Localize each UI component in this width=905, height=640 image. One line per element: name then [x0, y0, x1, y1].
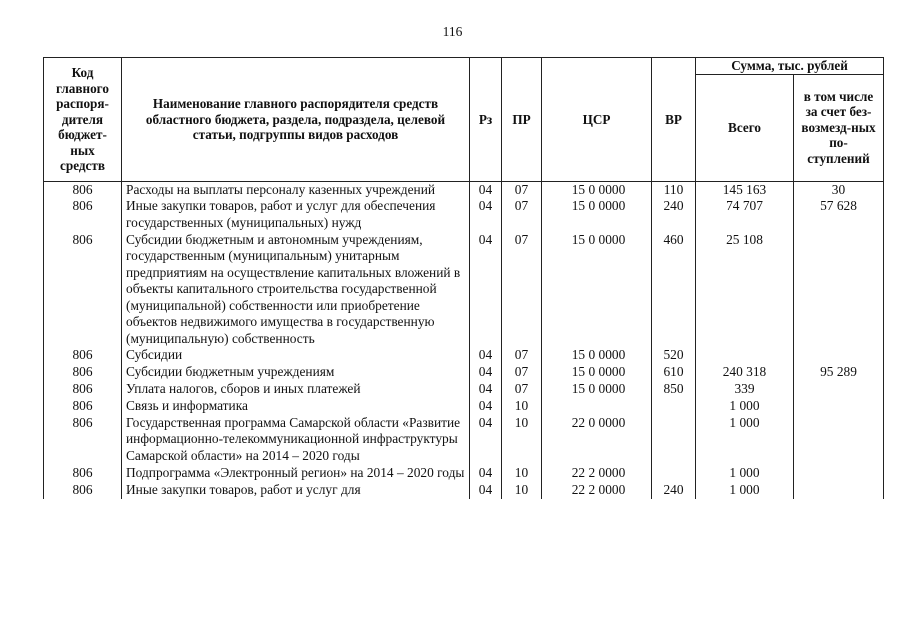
- cell-code: 806: [44, 198, 122, 232]
- table-row: [44, 398, 884, 415]
- cell-vr: 850: [652, 381, 696, 398]
- cell-vr: 610: [652, 364, 696, 381]
- cell-incl: [794, 347, 884, 364]
- cell-vr: 460: [652, 232, 696, 348]
- header-name: Наименование главного распорядителя средств областного бюджета, раздела, подраздела, целевой статьи, подгруппы видов расходов: [122, 58, 470, 182]
- cell-csr: [542, 398, 652, 415]
- cell-name: Расходы на выплаты персоналу казенных учреждений: [122, 181, 470, 198]
- cell-code: 806: [44, 482, 122, 499]
- cell-code: 806: [44, 381, 122, 398]
- cell-incl: [794, 398, 884, 415]
- cell-vr: 240: [652, 482, 696, 499]
- cell-pr: 07: [502, 232, 542, 348]
- cell-total: 25 108: [696, 232, 794, 348]
- cell-total: 1 000: [696, 398, 794, 415]
- cell-pr: 07: [502, 381, 542, 398]
- table-row: [44, 198, 884, 232]
- cell-rz: 04: [470, 482, 502, 499]
- cell-code: 806: [44, 347, 122, 364]
- cell-csr: 15 0 0000: [542, 232, 652, 348]
- cell-incl: [794, 381, 884, 398]
- cell-total: 339: [696, 381, 794, 398]
- cell-pr: 07: [502, 181, 542, 198]
- cell-csr: 22 0 0000: [542, 415, 652, 465]
- cell-vr: [652, 398, 696, 415]
- table-row: [44, 364, 884, 381]
- budget-table-wrapper: [43, 57, 884, 499]
- cell-rz: 04: [470, 232, 502, 348]
- cell-total: 240 318: [696, 364, 794, 381]
- cell-pr: 10: [502, 465, 542, 482]
- cell-vr: [652, 415, 696, 465]
- cell-incl: [794, 465, 884, 482]
- cell-pr: 10: [502, 482, 542, 499]
- cell-rz: 04: [470, 364, 502, 381]
- header-csr: ЦСР: [542, 58, 652, 182]
- cell-name: Иные закупки товаров, работ и услуг для обеспечения государственных (муниципальных) нужд: [122, 198, 470, 232]
- cell-rz: 04: [470, 465, 502, 482]
- cell-rz: 04: [470, 398, 502, 415]
- cell-pr: 10: [502, 415, 542, 465]
- cell-vr: [652, 465, 696, 482]
- cell-name: Субсидии бюджетным и автономным учреждениям, государственным (муниципальным) унитарным предприятиям на осуществление капитальных вложений в объекты капитального строительства государственной (муниципальной) собственности или приобретение объектов недвижимого имущества в государственную (муниципальную) собственность: [122, 232, 470, 348]
- cell-code: 806: [44, 415, 122, 465]
- table-row: [44, 415, 884, 465]
- cell-name: Подпрограмма «Электронный регион» на 2014 – 2020 годы: [122, 465, 470, 482]
- cell-name: Связь и информатика: [122, 398, 470, 415]
- cell-total: 1 000: [696, 465, 794, 482]
- table-row: [44, 181, 884, 198]
- cell-incl: 95 289: [794, 364, 884, 381]
- header-pr: ПР: [502, 58, 542, 182]
- table-row: [44, 465, 884, 482]
- cell-code: 806: [44, 465, 122, 482]
- cell-vr: 240: [652, 198, 696, 232]
- cell-name: Иные закупки товаров, работ и услуг для: [122, 482, 470, 499]
- header-sum: Сумма, тыс. рублей: [696, 58, 884, 75]
- cell-csr: 15 0 0000: [542, 364, 652, 381]
- cell-code: 806: [44, 232, 122, 348]
- cell-csr: 15 0 0000: [542, 381, 652, 398]
- cell-incl: 57 628: [794, 198, 884, 232]
- cell-total: [696, 347, 794, 364]
- cell-rz: 04: [470, 198, 502, 232]
- cell-total: 1 000: [696, 482, 794, 499]
- page-number: 116: [442, 24, 463, 39]
- cell-name: Субсидии: [122, 347, 470, 364]
- cell-incl: [794, 482, 884, 499]
- cell-csr: 22 2 0000: [542, 465, 652, 482]
- cell-pr: 07: [502, 347, 542, 364]
- cell-vr: 110: [652, 181, 696, 198]
- cell-csr: 15 0 0000: [542, 181, 652, 198]
- cell-pr: 07: [502, 364, 542, 381]
- cell-incl: 30: [794, 181, 884, 198]
- budget-table: [43, 57, 884, 499]
- cell-total: 74 707: [696, 198, 794, 232]
- cell-csr: 22 2 0000: [542, 482, 652, 499]
- cell-pr: 07: [502, 198, 542, 232]
- table-row: [44, 347, 884, 364]
- cell-rz: 04: [470, 381, 502, 398]
- cell-rz: 04: [470, 415, 502, 465]
- cell-incl: [794, 232, 884, 348]
- cell-code: 806: [44, 398, 122, 415]
- cell-incl: [794, 415, 884, 465]
- cell-vr: 520: [652, 347, 696, 364]
- cell-csr: 15 0 0000: [542, 198, 652, 232]
- header-vr: ВР: [652, 58, 696, 182]
- header-rz: Рз: [470, 58, 502, 182]
- header-total: Всего: [696, 74, 794, 181]
- cell-rz: 04: [470, 181, 502, 198]
- cell-total: 1 000: [696, 415, 794, 465]
- cell-code: 806: [44, 364, 122, 381]
- table-row: [44, 381, 884, 398]
- cell-csr: 15 0 0000: [542, 347, 652, 364]
- cell-code: 806: [44, 181, 122, 198]
- cell-name: Субсидии бюджетным учреждениям: [122, 364, 470, 381]
- header-code: Код главного распоря-дителя бюджет-ных средств: [44, 58, 122, 182]
- cell-total: 145 163: [696, 181, 794, 198]
- table-row: [44, 482, 884, 499]
- cell-rz: 04: [470, 347, 502, 364]
- table-row: [44, 232, 884, 348]
- header-incl: в том числе за счет без-возмезд-ных по-ступлений: [794, 74, 884, 181]
- cell-name: Государственная программа Самарской области «Развитие информационно-телекоммуникационной инфраструктуры Самарской области» на 2014 – 2020 годы: [122, 415, 470, 465]
- cell-name: Уплата налогов, сборов и иных платежей: [122, 381, 470, 398]
- cell-pr: 10: [502, 398, 542, 415]
